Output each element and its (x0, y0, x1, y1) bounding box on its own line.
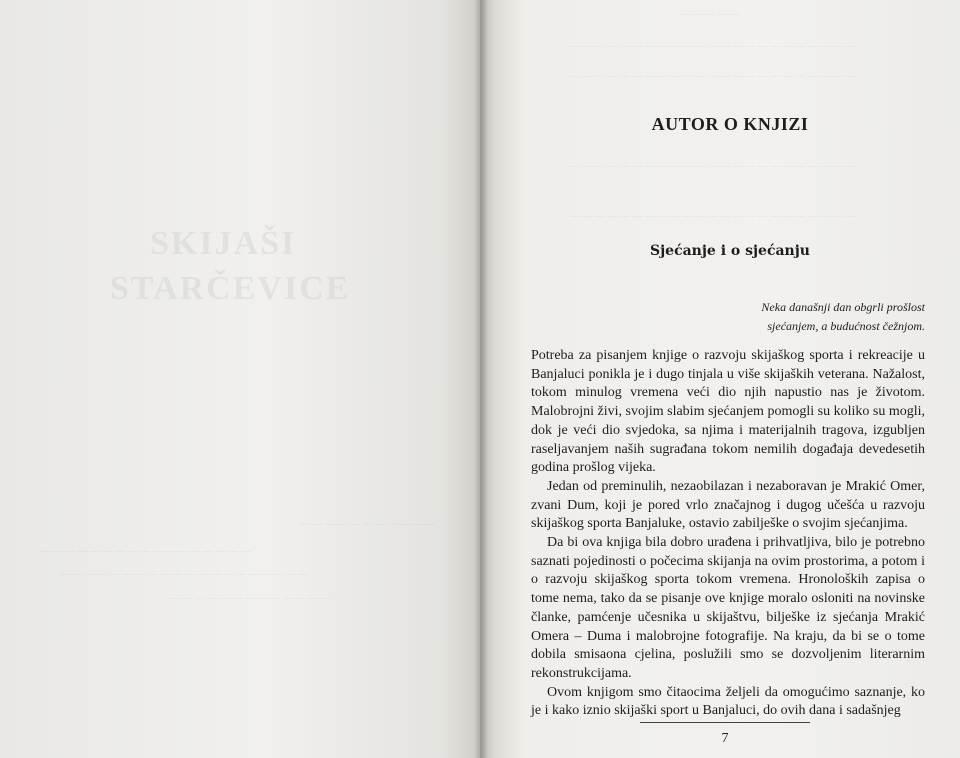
paragraph: Potreba za pisanjem knjige o razvoju skijaškog sporta i rekreacije u Banjaluci ponikla je i dugo tinjala u više skijaških veterana. Nažalost, tokom minulog vremena veći dio njih napustio nas je životom. Malobrojni živi, svojim slabim sjećanjem pomogli su koliko su mogli, dok je veći dio svjedoka, sa njima i materijalnih tragova, izgubljen raseljavanjem naših sugrađana tokom nemilih događaja devedesetih godina prošlog vijeka. (531, 348, 925, 476)
book-gutter (474, 0, 488, 758)
bleed-through-line: — — — — — — — — — — — (300, 518, 436, 530)
epigraph (640, 298, 925, 336)
bleed-through-line: — — — — — — — — — — — — — — — — — (40, 545, 251, 557)
footer-rule (640, 722, 810, 723)
chapter-title: AUTOR O KNJIZI (651, 114, 809, 134)
page-number: 7 (721, 731, 729, 746)
bleed-through-title: SKIJAŠI (150, 225, 297, 262)
paragraph: Da bi ova knjiga bila dobro urađena i prihvatljiva, bilo je potrebno saznati pojedinosti o počecima skijanja na ovim prostorima, a potom i o razvoju skijaškog sporta tokom vremena. Hronoloških zapisa o tome nema, tako da se pisanje ove knjige moralo osloniti na novinske članke, pamćenje učesnika u skijaštvu, bilješke iz sjećanja Mrakić Omera – Duma i malobrojne fotografije. Na kraju, da bi se o tome dobila smisaona cjelina, poslužili smo se dozvoljenim literarnim rekonstrukcijama. (531, 535, 925, 681)
bleed-through-line: — — — — — — — — — — — — — (170, 592, 331, 604)
paragraph: Ovom knjigom smo čitaocima željeli da omogućimo saznanje, ko je i kako iznio skijaški sport u Banjaluci, do ovih dana i sadašnjeg (531, 684, 925, 719)
epigraph-line: sjećanjem, a budućnost čežnjom. (767, 319, 925, 333)
body-text (531, 347, 925, 721)
bleed-through-line: — — — — — — — — — — — — — — — — — — — — — — — (570, 40, 856, 52)
bleed-through-subtitle: STARČEVICE (110, 270, 351, 307)
bleed-through-header: — — — — — (680, 8, 740, 20)
epigraph-line: Neka današnji dan obgrli prošlost (761, 300, 925, 314)
bleed-through-line: — — — — — — — — — — — — — — — — — — — — — — — (570, 160, 856, 172)
bleed-through-line: — — — — — — — — — — — — — — — — — — — — — — — (570, 210, 856, 222)
bleed-through-line: — — — — — — — — — — — — — — — — — — — — — — — (570, 70, 856, 82)
section-title: Sjećanje i o sjećanju (650, 243, 810, 259)
bleed-through-line: — — — — — — — — — — — — — — — — — — — — (60, 568, 308, 580)
paragraph: Jedan od preminulih, nezaobilazan i nezaboravan je Mrakić Omer, zvani Dum, koji je pored vrlo značajnog i dugog učešća u razvoju skijaškog sporta Banjaluke, ostavio zabilješke o svojim sjećanjima. (531, 478, 925, 532)
